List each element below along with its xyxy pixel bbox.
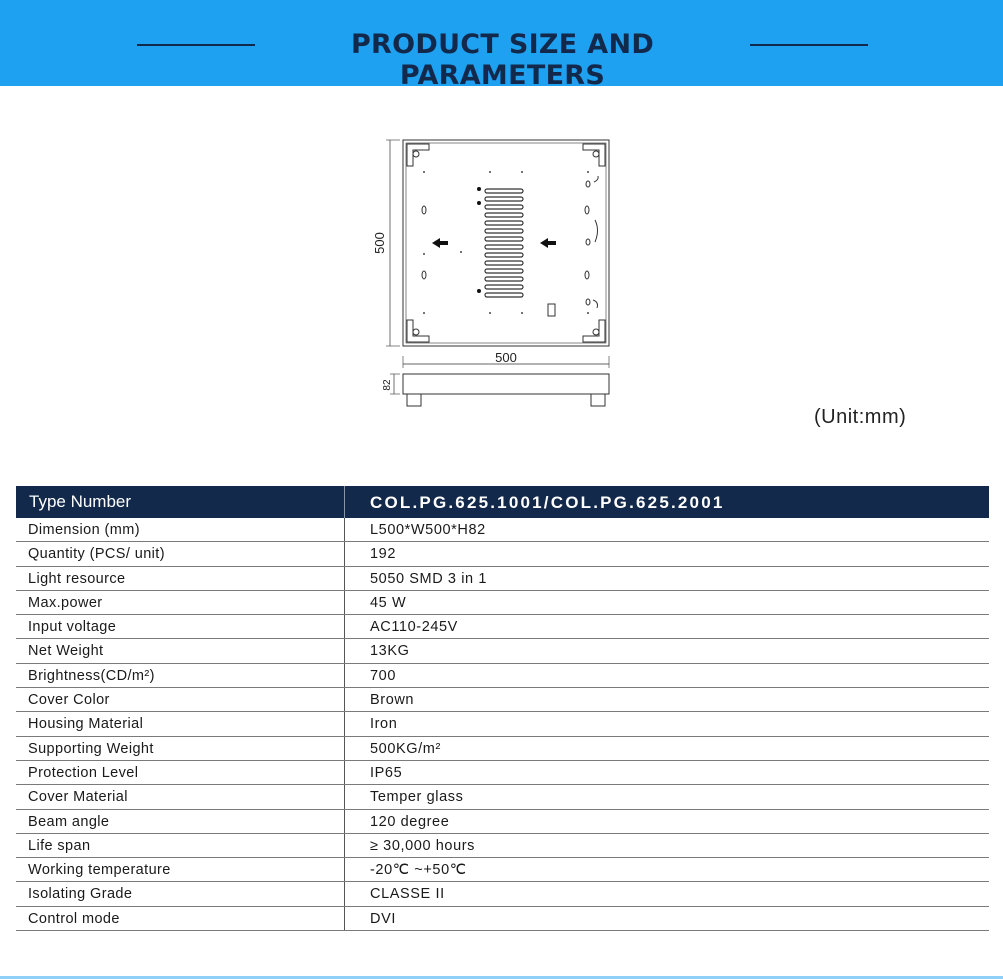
title-rule-left	[137, 44, 255, 46]
header-value: COL.PG.625.1001/COL.PG.625.2001	[370, 493, 725, 512]
row-value: 5050 SMD 3 in 1	[370, 570, 488, 587]
product-dimension-drawing	[370, 132, 620, 412]
row-value: Iron	[370, 716, 398, 733]
table-row	[16, 810, 989, 834]
row-key: Protection Level	[28, 764, 139, 781]
spec-table	[16, 486, 989, 931]
row-key: Isolating Grade	[28, 886, 133, 903]
header-banner	[0, 0, 1003, 91]
drawing-width-label: 500	[495, 350, 517, 365]
table-row	[16, 907, 989, 931]
row-value: 120 degree	[370, 813, 450, 830]
row-key: Life span	[28, 837, 91, 854]
header-key: Type Number	[29, 492, 132, 511]
table-row	[16, 639, 989, 663]
row-value: Temper glass	[370, 789, 464, 806]
table-row	[16, 542, 989, 566]
row-key: Dimension (mm)	[28, 522, 140, 538]
table-row	[16, 737, 989, 761]
page-title: PRODUCT SIZE AND PARAMETERS	[350, 29, 655, 91]
table-row	[16, 882, 989, 906]
row-value: AC110-245V	[370, 619, 458, 636]
row-key: Housing Material	[28, 716, 144, 733]
header-divider	[344, 486, 345, 518]
row-value: 13KG	[370, 643, 410, 660]
row-value: -20℃ ~+50℃	[370, 862, 467, 879]
row-value: 700	[370, 667, 396, 684]
row-value: ≥ 30,000 hours	[370, 837, 476, 854]
table-row	[16, 761, 989, 785]
table-row	[16, 688, 989, 712]
unit-note: (Unit:mm)	[814, 406, 907, 428]
table-row	[16, 615, 989, 639]
row-key: Net Weight	[28, 643, 104, 660]
row-key: Max.power	[28, 594, 103, 611]
row-value: L500*W500*H82	[370, 522, 486, 538]
row-key: Quantity (PCS/ unit)	[28, 546, 165, 563]
table-row	[16, 785, 989, 809]
table-row	[16, 712, 989, 736]
table-row	[16, 591, 989, 615]
table-row	[16, 664, 989, 688]
row-key: Working temperature	[28, 862, 171, 879]
title-rule-right	[750, 44, 868, 46]
table-row	[16, 858, 989, 882]
table-row	[16, 567, 989, 591]
row-key: Light resource	[28, 570, 126, 587]
row-key: Supporting Weight	[28, 740, 154, 757]
row-value: Brown	[370, 692, 415, 709]
row-key: Beam angle	[28, 813, 110, 830]
drawing-height-label: 500	[372, 232, 387, 254]
row-value: IP65	[370, 764, 403, 781]
row-value: 192	[370, 546, 396, 563]
table-row	[16, 834, 989, 858]
drawing-depth-label: 82	[382, 379, 393, 391]
row-key: Brightness(CD/m²)	[28, 667, 155, 684]
row-key: Cover Material	[28, 789, 128, 806]
table-row	[16, 518, 989, 542]
row-key: Input voltage	[28, 619, 117, 636]
row-value: CLASSE II	[370, 886, 445, 903]
spec-table-header	[16, 486, 989, 518]
row-value: DVI	[370, 910, 396, 927]
spec-table-body	[16, 518, 989, 931]
row-value: 45 W	[370, 594, 407, 611]
row-key: Cover Color	[28, 692, 110, 709]
row-key: Control mode	[28, 910, 120, 927]
row-value: 500KG/m²	[370, 740, 441, 757]
